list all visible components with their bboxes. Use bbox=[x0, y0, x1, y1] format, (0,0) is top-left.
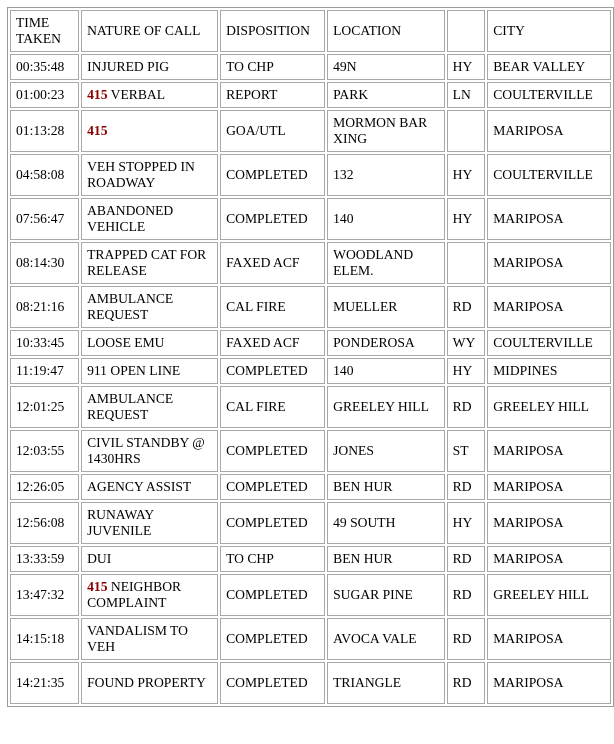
disposition-cell: COMPLETED bbox=[220, 618, 325, 660]
city-cell: MARIPOSA bbox=[487, 110, 611, 152]
nature-cell bbox=[81, 54, 218, 80]
nature-text: 911 OPEN LINE bbox=[87, 363, 181, 378]
nature-cell bbox=[81, 474, 218, 500]
header-nature: NATURE OF CALL bbox=[81, 10, 218, 52]
disposition-cell: COMPLETED bbox=[220, 198, 325, 240]
disposition-cell: COMPLETED bbox=[220, 154, 325, 196]
table-row bbox=[10, 154, 611, 196]
nature-text: FOUND PROPERTY bbox=[87, 675, 206, 690]
nature-cell bbox=[81, 82, 218, 108]
location-cell: PARK bbox=[327, 82, 445, 108]
location-cell: MUELLER bbox=[327, 286, 445, 328]
city-cell: BEAR VALLEY bbox=[487, 54, 611, 80]
table-row bbox=[10, 386, 611, 428]
city-cell: MARIPOSA bbox=[487, 502, 611, 544]
city-cell: COULTERVILLE bbox=[487, 154, 611, 196]
table-row bbox=[10, 82, 611, 108]
nature-cell bbox=[81, 154, 218, 196]
table-row bbox=[10, 574, 611, 616]
header-disposition: DISPOSITION bbox=[220, 10, 325, 52]
nature-cell bbox=[81, 662, 218, 704]
street-type-cell: RD bbox=[447, 662, 486, 704]
street-type-cell: RD bbox=[447, 546, 486, 572]
nature-text: LOOSE EMU bbox=[87, 335, 165, 350]
disposition-cell: TO CHP bbox=[220, 546, 325, 572]
time-cell: 01:00:23 bbox=[10, 82, 79, 108]
city-cell: COULTERVILLE bbox=[487, 82, 611, 108]
table-row bbox=[10, 110, 611, 152]
city-cell: COULTERVILLE bbox=[487, 330, 611, 356]
street-type-cell: HY bbox=[447, 198, 486, 240]
nature-cell bbox=[81, 386, 218, 428]
table-row bbox=[10, 286, 611, 328]
street-type-cell bbox=[447, 110, 486, 152]
time-cell: 12:26:05 bbox=[10, 474, 79, 500]
city-cell: MARIPOSA bbox=[487, 286, 611, 328]
time-cell: 13:33:59 bbox=[10, 546, 79, 572]
nature-cell bbox=[81, 546, 218, 572]
header-location: LOCATION bbox=[327, 10, 445, 52]
location-cell: 49N bbox=[327, 54, 445, 80]
table-row bbox=[10, 358, 611, 384]
location-cell: BEN HUR bbox=[327, 546, 445, 572]
header-city: CITY bbox=[487, 10, 611, 52]
nature-text: RUNAWAY JUVENILE bbox=[87, 507, 158, 538]
time-cell: 01:13:28 bbox=[10, 110, 79, 152]
disposition-cell: COMPLETED bbox=[220, 474, 325, 500]
disposition-cell: TO CHP bbox=[220, 54, 325, 80]
nature-cell bbox=[81, 198, 218, 240]
nature-text: ABANDONED VEHICLE bbox=[87, 203, 177, 234]
street-type-cell: HY bbox=[447, 358, 486, 384]
nature-cell bbox=[81, 286, 218, 328]
time-cell: 11:19:47 bbox=[10, 358, 79, 384]
nature-cell bbox=[81, 242, 218, 284]
header-street-type bbox=[447, 10, 486, 52]
time-cell: 13:47:32 bbox=[10, 574, 79, 616]
call-log bbox=[7, 7, 614, 707]
street-type-cell: HY bbox=[447, 502, 486, 544]
street-type-cell: RD bbox=[447, 618, 486, 660]
disposition-cell: CAL FIRE bbox=[220, 286, 325, 328]
header-time: TIME TAKEN bbox=[10, 10, 79, 52]
city-cell: MARIPOSA bbox=[487, 198, 611, 240]
table-row bbox=[10, 546, 611, 572]
nature-text: AMBULANCE REQUEST bbox=[87, 391, 177, 422]
time-cell: 08:21:16 bbox=[10, 286, 79, 328]
table-row bbox=[10, 474, 611, 500]
location-cell: 140 bbox=[327, 358, 445, 384]
nature-text: NEIGHBOR COMPLAINT bbox=[87, 579, 185, 610]
location-cell: AVOCA VALE bbox=[327, 618, 445, 660]
header-row bbox=[10, 10, 611, 52]
time-cell: 00:35:48 bbox=[10, 54, 79, 80]
city-cell: MARIPOSA bbox=[487, 662, 611, 704]
nature-cell bbox=[81, 430, 218, 472]
disposition-cell: COMPLETED bbox=[220, 662, 325, 704]
table-row bbox=[10, 662, 611, 704]
nature-text: VERBAL bbox=[107, 87, 166, 102]
disposition-cell: GOA/UTL bbox=[220, 110, 325, 152]
table-row bbox=[10, 618, 611, 660]
location-cell: TRIANGLE bbox=[327, 662, 445, 704]
table-row bbox=[10, 242, 611, 284]
street-type-cell: RD bbox=[447, 574, 486, 616]
city-cell: MARIPOSA bbox=[487, 546, 611, 572]
disposition-cell: COMPLETED bbox=[220, 430, 325, 472]
disposition-cell: CAL FIRE bbox=[220, 386, 325, 428]
location-cell: WOODLAND ELEM. bbox=[327, 242, 445, 284]
street-type-cell bbox=[447, 242, 486, 284]
disposition-cell: COMPLETED bbox=[220, 358, 325, 384]
city-cell: MIDPINES bbox=[487, 358, 611, 384]
nature-text: VEH STOPPED IN ROADWAY bbox=[87, 159, 199, 190]
location-cell: 140 bbox=[327, 198, 445, 240]
table-row bbox=[10, 430, 611, 472]
location-cell: 49 SOUTH bbox=[327, 502, 445, 544]
call-log-table bbox=[7, 7, 614, 707]
street-type-cell: HY bbox=[447, 54, 486, 80]
disposition-cell: FAXED ACF bbox=[220, 330, 325, 356]
disposition-cell: COMPLETED bbox=[220, 574, 325, 616]
incident-code: 415 bbox=[87, 87, 108, 102]
street-type-cell: HY bbox=[447, 154, 486, 196]
nature-cell bbox=[81, 574, 218, 616]
location-cell: BEN HUR bbox=[327, 474, 445, 500]
street-type-cell: RD bbox=[447, 474, 486, 500]
nature-text: INJURED PIG bbox=[87, 59, 170, 74]
time-cell: 10:33:45 bbox=[10, 330, 79, 356]
nature-text: VANDALISM TO VEH bbox=[87, 623, 192, 654]
location-cell: PONDEROSA bbox=[327, 330, 445, 356]
nature-cell bbox=[81, 110, 218, 152]
location-cell: MORMON BAR XING bbox=[327, 110, 445, 152]
disposition-cell: FAXED ACF bbox=[220, 242, 325, 284]
nature-text: CIVIL STANDBY @ 1430HRS bbox=[87, 435, 209, 466]
time-cell: 14:21:35 bbox=[10, 662, 79, 704]
nature-cell bbox=[81, 618, 218, 660]
location-cell: SUGAR PINE bbox=[327, 574, 445, 616]
time-cell: 07:56:47 bbox=[10, 198, 79, 240]
location-cell: JONES bbox=[327, 430, 445, 472]
nature-cell bbox=[81, 330, 218, 356]
nature-text: AMBULANCE REQUEST bbox=[87, 291, 177, 322]
city-cell: MARIPOSA bbox=[487, 242, 611, 284]
street-type-cell: RD bbox=[447, 286, 486, 328]
street-type-cell: RD bbox=[447, 386, 486, 428]
city-cell: MARIPOSA bbox=[487, 474, 611, 500]
street-type-cell: LN bbox=[447, 82, 486, 108]
time-cell: 04:58:08 bbox=[10, 154, 79, 196]
table-row bbox=[10, 502, 611, 544]
nature-text: AGENCY ASSIST bbox=[87, 479, 192, 494]
incident-code: 415 bbox=[87, 123, 108, 138]
time-cell: 12:03:55 bbox=[10, 430, 79, 472]
location-cell: GREELEY HILL bbox=[327, 386, 445, 428]
nature-text: DUI bbox=[87, 551, 112, 566]
street-type-cell: ST bbox=[447, 430, 486, 472]
city-cell: GREELEY HILL bbox=[487, 574, 611, 616]
city-cell: GREELEY HILL bbox=[487, 386, 611, 428]
incident-code: 415 bbox=[87, 579, 108, 594]
time-cell: 12:01:25 bbox=[10, 386, 79, 428]
city-cell: MARIPOSA bbox=[487, 618, 611, 660]
street-type-cell: WY bbox=[447, 330, 486, 356]
nature-text: TRAPPED CAT FOR RELEASE bbox=[87, 247, 210, 278]
location-cell: 132 bbox=[327, 154, 445, 196]
table-row bbox=[10, 330, 611, 356]
table-row bbox=[10, 54, 611, 80]
time-cell: 12:56:08 bbox=[10, 502, 79, 544]
city-cell: MARIPOSA bbox=[487, 430, 611, 472]
nature-cell bbox=[81, 358, 218, 384]
disposition-cell: COMPLETED bbox=[220, 502, 325, 544]
time-cell: 14:15:18 bbox=[10, 618, 79, 660]
disposition-cell: REPORT bbox=[220, 82, 325, 108]
time-cell: 08:14:30 bbox=[10, 242, 79, 284]
nature-cell bbox=[81, 502, 218, 544]
table-row bbox=[10, 198, 611, 240]
